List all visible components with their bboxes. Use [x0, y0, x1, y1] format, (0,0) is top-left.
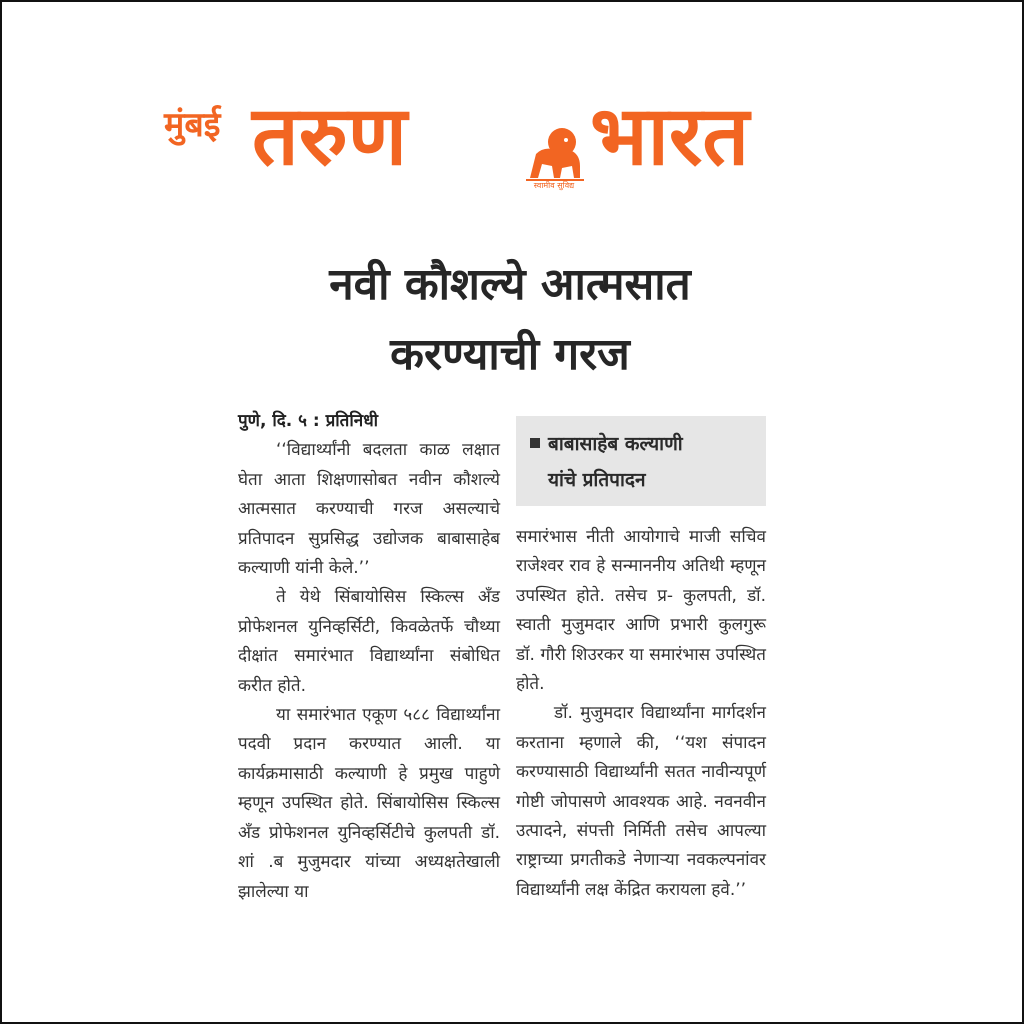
- paragraph: ‘‘विद्यार्थ्यांनी बदलता काळ लक्षात घेता आता शिक्षणासोबत नवीन कौशल्ये आत्मसात करण्याची गरज असल्याचे प्रतिपादन सुप्रसिद्ध उद्योजक बाबासाहेब कल्याणी यांनी केले.’’: [238, 440, 500, 579]
- square-bullet-icon: [530, 438, 540, 448]
- article-headline: [120, 250, 900, 390]
- paragraph: डॉ. मुजुमदार विद्यार्थ्यांना मार्गदर्शन करताना म्हणाले की, ‘‘यश संपादन करण्यासाठी विद्यार्थ्यांनी सतत नावीन्यपूर्ण गोष्टी जोपासणे आवश्यक आहे. नवनवीन उत्पादने, संपत्ती निर्मिती तसेच आपल्या राष्ट्राच्या प्रगतीकडे नेणाऱ्या नवकल्पनांवर विद्यार्थ्यांनी लक्ष केंद्रित करायला हवे.’’: [516, 703, 766, 900]
- dateline: पुणे, दि. ५ : प्रतिनिधी: [238, 411, 379, 431]
- masthead-city: मुंबई: [164, 105, 221, 145]
- subhead-box: [516, 416, 766, 506]
- masthead: [160, 89, 860, 202]
- article-column-right: [516, 523, 766, 905]
- masthead-motto: स्वामीव सुविद्य: [533, 181, 575, 190]
- headline-line-1: नवी कौशल्ये आत्मसात: [329, 259, 691, 310]
- lion-logo-icon: [522, 120, 588, 186]
- paragraph: ते येथे सिंबायोसिस स्किल्स अँड प्रोफेशनल युनिव्हर्सिटी, किवळेतर्फे चौथ्या दीक्षांत समारंभात विद्यार्थ्यांना संबोधित करीत होते.: [238, 587, 500, 696]
- article-column-left: [238, 407, 500, 907]
- masthead-name-part1: तरुण: [252, 89, 408, 184]
- subhead-line-1: बाबासाहेब कल्याणी: [548, 433, 683, 455]
- masthead-name-part2: भारत: [590, 89, 750, 184]
- paragraph: समारंभास नीती आयोगाचे माजी सचिव राजेश्वर राव हे सन्माननीय अतिथी म्हणून उपस्थित होते. तसेच प्र- कुलपती, डॉ. स्वाती मुजुमदार आणि प्रभारी कुलगुरू डॉ. गौरी शिउरकर या समारंभास उपस्थित होते.: [516, 527, 766, 695]
- paragraph: या समारंभात एकूण ५८८ विद्यार्थ्यांना पदवी प्रदान करण्यात आली. या कार्यक्रमासाठी कल्याणी हे प्रमुख पाहुणे म्हणून उपस्थित होते. सिंबायोसिस स्किल्स अँड प्रोफेशनल युनिव्हर्सिटीचे कुलपती डॉ. शां .ब मुजुमदार यांच्या अध्यक्षतेखाली झालेल्या या: [238, 705, 500, 902]
- headline-line-2: करण्याची गरज: [390, 329, 630, 380]
- subhead-line-2: यांचे प्रतिपादन: [548, 469, 646, 491]
